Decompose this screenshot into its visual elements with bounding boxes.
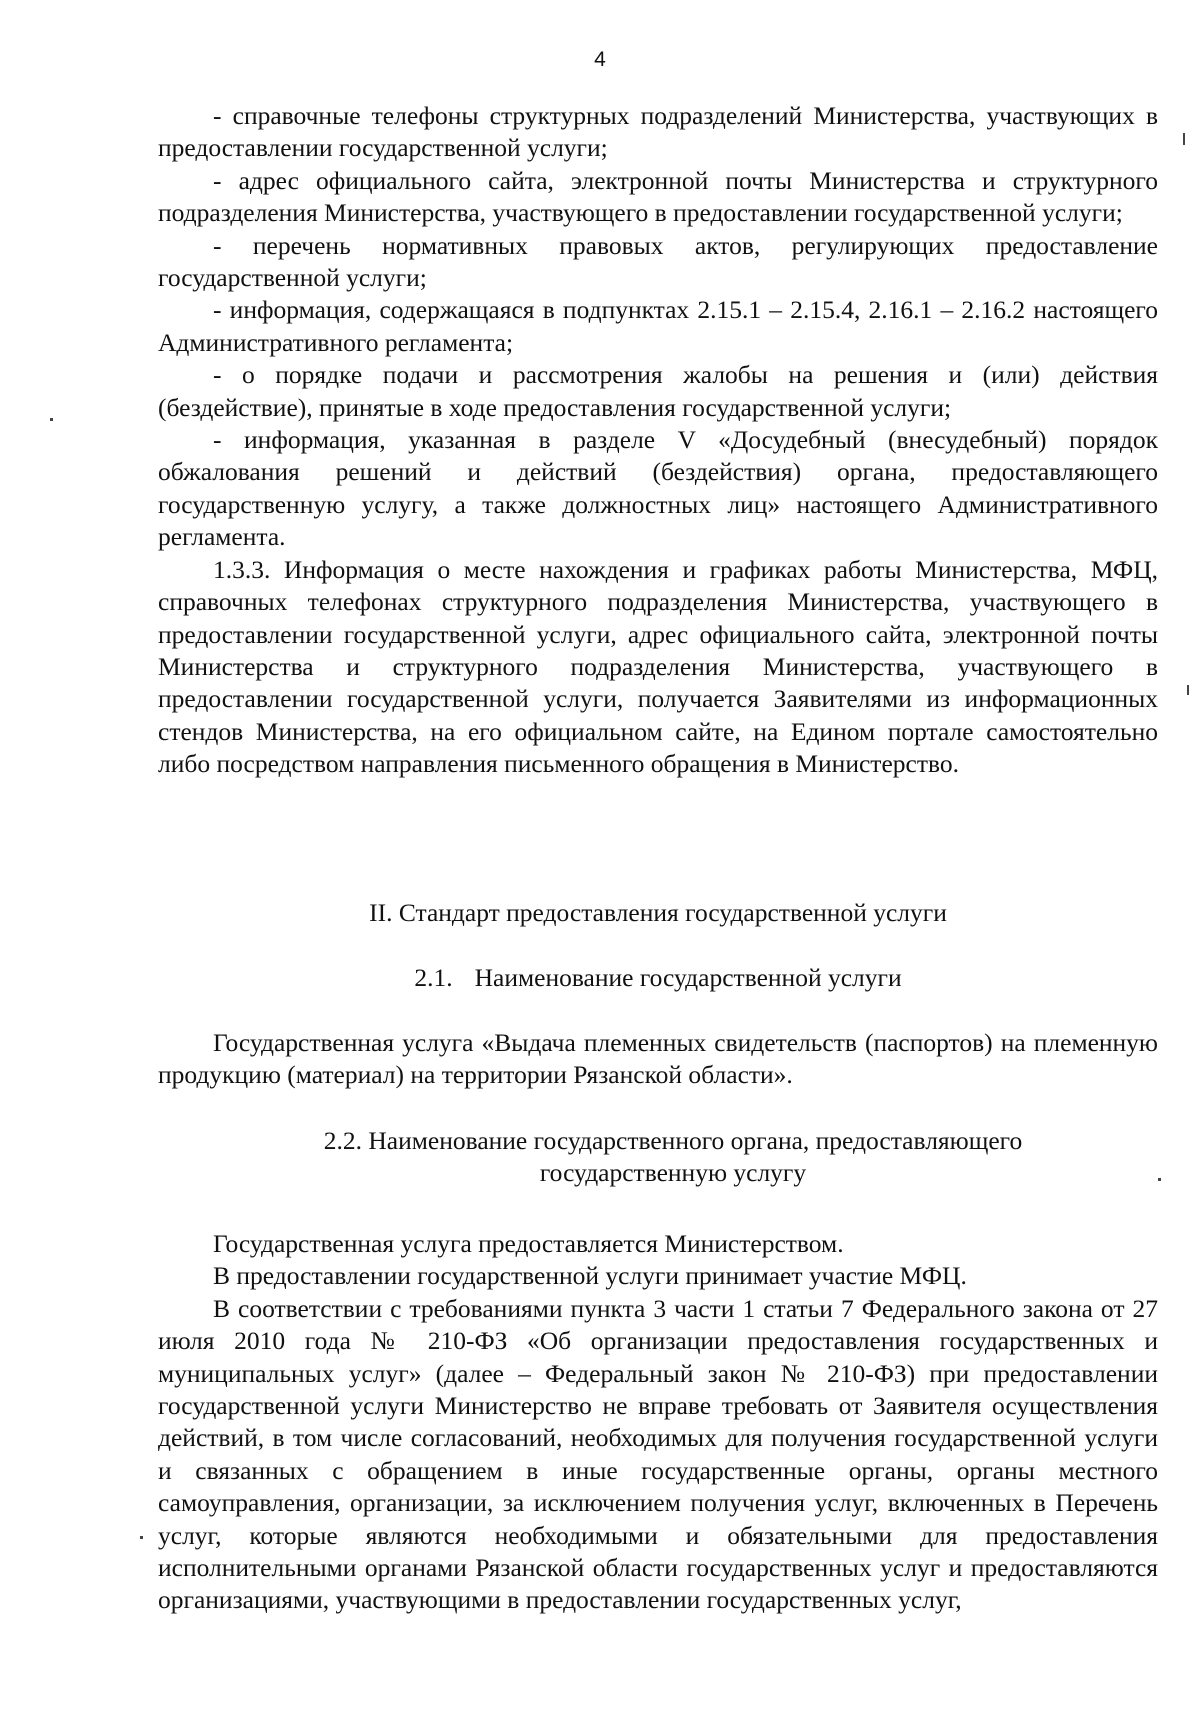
subsection-heading-line: государственную услугу: [539, 1158, 807, 1187]
subsection-number: 2.1.: [414, 963, 453, 992]
page-number: 4: [594, 48, 606, 71]
scan-mark: [1158, 1178, 1161, 1181]
paragraph: Государственная услуга «Выдача племенных свидетельств (паспортов) на племенную продукцию (материал) на территории Рязанской области».: [158, 1028, 1158, 1090]
paragraph: Государственная услуга предоставляется Министерством.: [213, 1229, 844, 1258]
subsection-2-2-body: [158, 1228, 1158, 1617]
list-item: - адрес официального сайта, электронной почты Министерства и структурного подразделения Министерства, участвующего в предоставлении государственной услуги;: [158, 165, 1158, 228]
scan-mark: [1187, 685, 1189, 695]
list-item: - информация, указанная в разделе V «Досудебный (внесудебный) порядок обжалования решений и действий (бездействия) органа, предоставляющего государственную услугу, а также должностных лиц» настоящего Административного регламента.: [158, 425, 1158, 552]
subsection-2-1-title: [158, 962, 1158, 994]
scan-mark: [1183, 133, 1185, 145]
subsection-2-2-title: [158, 1125, 1158, 1189]
list-item: - о порядке подачи и рассмотрения жалобы на решения и (или) действия (бездействие), принятые в ходе предоставления государственной услуги;: [158, 360, 1158, 422]
intro-list: [158, 100, 1158, 781]
paragraph: В предоставлении государственной услуги принимает участие МФЦ.: [213, 1261, 967, 1291]
scan-mark: [50, 418, 53, 421]
list-item: - справочные телефоны структурных подразделений Министерства, участвующих в предоставлении государственной услуги;: [158, 101, 1158, 163]
list-item: - информация, содержащаяся в подпунктах 2.15.1 – 2.15.4, 2.16.1 – 2.16.2 настоящего Административного регламента;: [158, 295, 1158, 357]
paragraph-1-3-3: 1.3.3. Информация о месте нахождения и графиках работы Министерства, МФЦ, справочных телефонах структурного подразделения Министерства, участвующего в предоставлении государственной услуги, адрес официального сайта, электронной почты Министерства и структурного подразделения Министерства, участвующего в предоставлении государственной услуги, получается Заявителями из информационных стендов Министерства, на его официальном сайте, на Едином портале самостоятельно либо посредством направления письменного обращения в Министерство.: [158, 554, 1158, 779]
section-title: II. Стандарт предоставления государственной услуги: [369, 898, 947, 927]
subsection-heading: Наименование государственной услуги: [474, 963, 902, 992]
scan-mark: [140, 1536, 143, 1539]
subsection-2-1-body: [158, 1027, 1158, 1092]
list-item: - перечень нормативных правовых актов, регулирующих предоставление государственной услуги;: [158, 230, 1158, 293]
paragraph: В соответствии с требованиями пункта 3 части 1 статьи 7 Федерального закона от 27 июля 2010 года № 210-ФЗ «Об организации предоставления государственных и муниципальных услуг» (далее – Федеральный закон № 210-ФЗ) при предоставлении государственной услуги Министерство не вправе требовать от Заявителя осуществления действий, в том числе согласований, необходимых для получения государственной услуги и связанных с обращением в иные государственные органы, органы местного самоуправления, организации, за исключением получения услуг, включенных в Перечень услуг, которые являются необходимыми и обязательными для предоставления исполнительными органами Рязанской области государственных услуг и предоставляются организациями, участвующими в предоставлении государственных услуг,: [158, 1293, 1158, 1615]
subsection-heading-line: 2.2. Наименование государственного органа, предоставляющего: [323, 1126, 1023, 1155]
